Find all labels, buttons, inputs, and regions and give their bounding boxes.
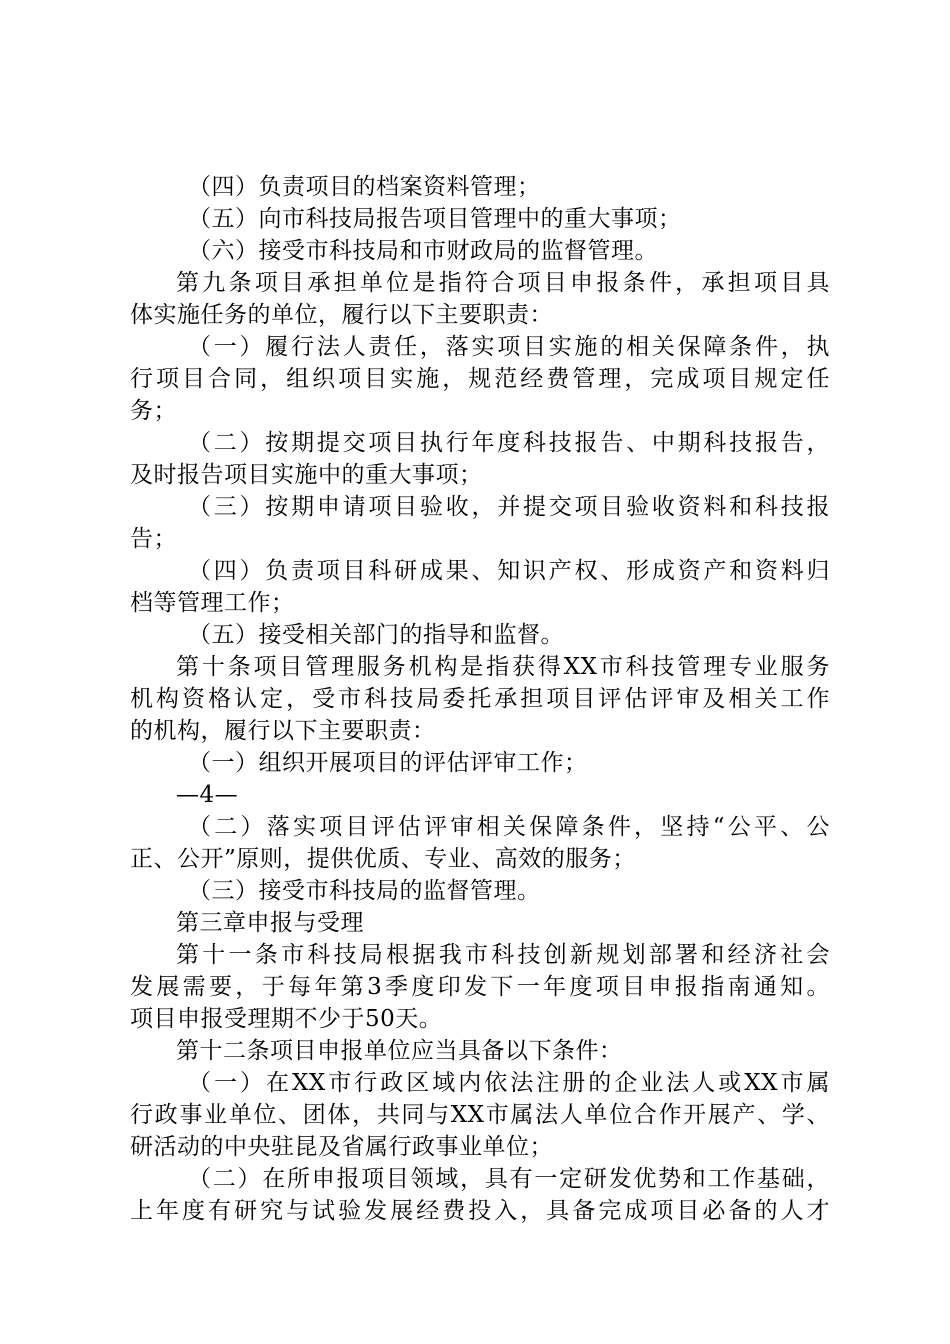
text-line: 档等管理工作；: [130, 590, 295, 616]
text-line: 研活动的中央驻昆及省属行政事业单位；: [130, 1134, 553, 1160]
text-line: 第十二条项目申报单位应当具备以下条件：: [176, 1038, 623, 1064]
text-line: 务；: [130, 398, 177, 424]
document-body: [130, 171, 830, 1227]
text-line: （四）负责项目的档案资料管理；: [188, 174, 541, 200]
text-line: （二）按期提交项目执行年度科技报告、中期科技报告，: [188, 430, 830, 456]
text-line: （二）落实项目评估评审相关保障条件，坚持“公平、公: [188, 814, 830, 840]
text-line: （五）接受相关部门的指导和监督。: [188, 622, 564, 648]
text-line: （五）向市科技局报告项目管理中的重大事项；: [188, 206, 682, 232]
text-line: （一）履行法人责任，落实项目实施的相关保障条件，执: [188, 334, 830, 360]
text-line: 及时报告项目实施中的重大事项；: [130, 462, 483, 488]
text-line: （三）按期申请项目验收，并提交项目验收资料和科技报: [188, 494, 830, 520]
text-line: 发展需要，于每年第3季度印发下一年度项目申报指南通知。: [130, 974, 830, 1000]
text-line: 的机构，履行以下主要职责：: [130, 718, 436, 744]
text-line: 第十一条市科技局根据我市科技创新规划部署和经济社会: [176, 942, 830, 968]
text-line: （六）接受市科技局和市财政局的监督管理。: [188, 238, 658, 264]
text-line: 项目申报受理期不少于50天。: [130, 1006, 443, 1032]
text-line: 第三章申报与受理: [176, 910, 364, 936]
text-line: 第九条项目承担单位是指符合项目申报条件，承担项目具: [176, 270, 830, 296]
text-line: 行项目合同，组织项目实施，规范经费管理，完成项目规定任: [130, 366, 830, 392]
text-line: 上年度有研究与试验发展经费投入，具备完成项目必备的人才: [130, 1198, 830, 1224]
text-line: （一）在XX市行政区域内依法注册的企业法人或XX市属: [188, 1070, 830, 1096]
text-line: 第十条项目管理服务机构是指获得XX市科技管理专业服务: [176, 654, 830, 680]
text-line: 机构资格认定，受市科技局委托承担项目评估评审及相关工作: [130, 686, 830, 712]
text-line: （二）在所申报项目领域，具有一定研发优势和工作基础，: [188, 1166, 830, 1192]
text-line: 正、公开”原则，提供优质、专业、高效的服务；: [130, 846, 636, 872]
text-line: 告；: [130, 526, 177, 552]
text-line: （一）组织开展项目的评估评审工作；: [188, 750, 588, 776]
page-number: —4—: [176, 782, 239, 808]
text-line: （三）接受市科技局的监督管理。: [188, 878, 541, 904]
text-line: （四）负责项目科研成果、知识产权、形成资产和资料归: [188, 558, 830, 584]
text-line: 行政事业单位、团体，共同与XX市属法人单位合作开展产、学、: [130, 1102, 830, 1128]
text-line: 体实施任务的单位，履行以下主要职责：: [130, 302, 553, 328]
